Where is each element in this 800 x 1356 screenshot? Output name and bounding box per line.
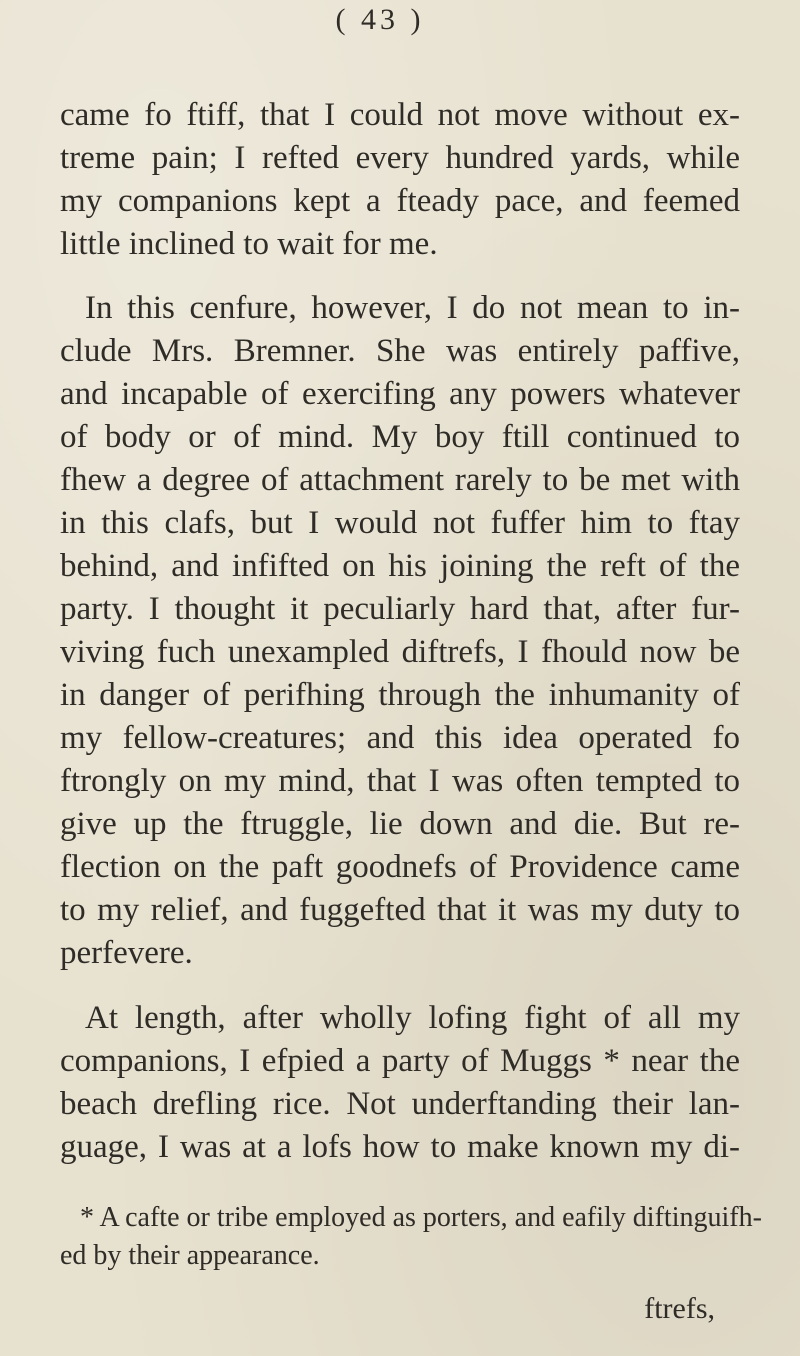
text-line: treme pain; I refted every hundred yards, while [60, 140, 740, 176]
text-line: At length, after wholly lofing fight of all my [85, 1000, 740, 1036]
text-line: beach drefling rice. Not underftanding their lan- [60, 1086, 740, 1122]
text-line: flection on the paft goodnefs of Providence came [60, 849, 740, 885]
text-line: of body or of mind. My boy ftill continued to [60, 419, 740, 455]
page-number: ( 43 ) [335, 3, 425, 36]
text-line: my fellow-creatures; and this idea operated fo [60, 720, 740, 756]
text-line: perfevere. [60, 935, 193, 971]
text-line: to my relief, and fuggefted that it was my duty to [60, 892, 740, 928]
text-line: In this cenfure, however, I do not mean to in- [85, 290, 740, 326]
text-line: my companions kept a fteady pace, and feemed [60, 183, 740, 219]
text-line: ftrongly on my mind, that I was often tempted to [60, 763, 740, 799]
catchword: ftrefs, [644, 1292, 715, 1325]
text-line: in this clafs, but I would not fuffer him to ftay [60, 505, 740, 541]
text-line: companions, I efpied a party of Muggs * near the [60, 1043, 740, 1079]
text-line: clude Mrs. Bremner. She was entirely paffive, [60, 333, 740, 369]
text-line: came fo ftiff, that I could not move without ex- [60, 97, 740, 133]
footnote-line: * A cafte or tribe employed as porters, and eafily diftinguifh- [80, 1202, 762, 1233]
text-line: and incapable of exercifing any powers whatever [60, 376, 740, 412]
text-line: viving fuch unexampled diftrefs, I fhould now be [60, 634, 740, 670]
text-line: party. I thought it peculiarly hard that, after fur- [60, 591, 740, 627]
text-line: guage, I was at a lofs how to make known my di- [60, 1129, 740, 1165]
text-line: give up the ftruggle, lie down and die. But re- [60, 806, 740, 842]
text-line: fhew a degree of attachment rarely to be met with [60, 462, 740, 498]
text-line: in danger of perifhing through the inhumanity of [60, 677, 740, 713]
text-line: little inclined to wait for me. [60, 226, 438, 262]
text-line: behind, and infifted on his joining the reft of the [60, 548, 740, 584]
footnote-line: ed by their appearance. [60, 1240, 320, 1271]
